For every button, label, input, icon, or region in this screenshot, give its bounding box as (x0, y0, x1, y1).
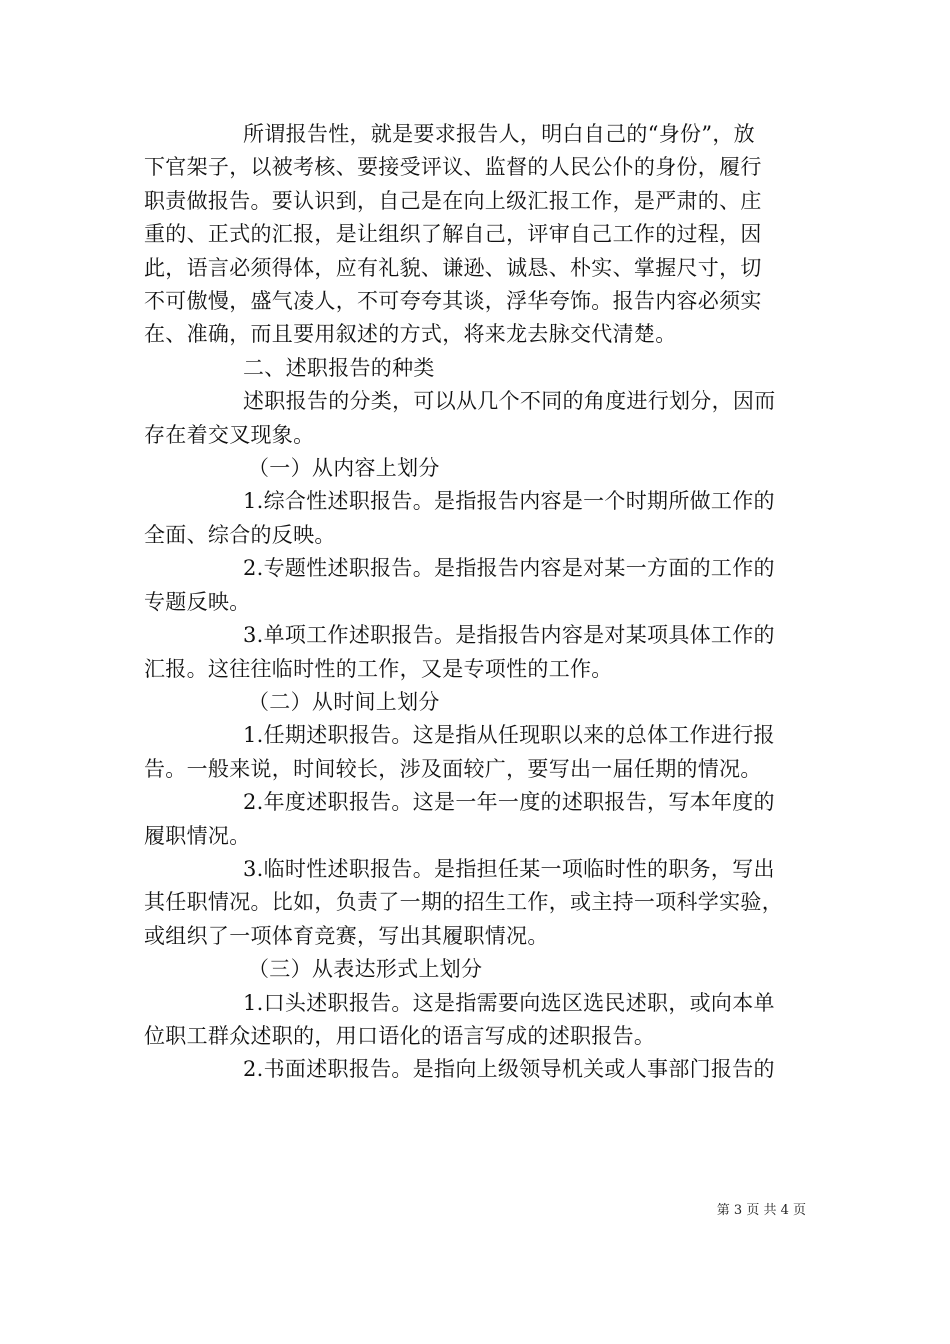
text-line: 2.年度述职报告。这是一年一度的述职报告，写本年度的 (243, 790, 775, 815)
document-body (144, 118, 808, 1087)
text-line: 位职工群众述职的，用口语化的语言写成的述职报告。 (144, 1023, 656, 1048)
text-line: 其任职情况。比如，负责了一期的招生工作，或主持一项科学实验， (144, 890, 783, 915)
text-line: 下官架子，以被考核、要接受评议、监督的人民公仆的身份，履行 (144, 155, 762, 180)
page-number-footer: 第 3 页 共 4 页 (716, 1203, 806, 1218)
text-line: 汇报。这往往临时性的工作，又是专项性的工作。 (144, 656, 613, 681)
text-line: （二）从时间上划分 (248, 689, 440, 714)
text-line: 1.任期述职报告。这是指从任现职以来的总体工作进行报 (243, 723, 775, 748)
text-line: 专题反映。 (144, 589, 251, 614)
text-line: 3.临时性述职报告。是指担任某一项临时性的职务，写出 (243, 856, 775, 881)
text-line: 告。一般来说，时间较长，涉及面较广，要写出一届任期的情况。 (144, 756, 762, 781)
text-line: 此，语言必须得体，应有礼貌、谦逊、诚恳、朴实、掌握尺寸，切 (144, 255, 762, 280)
text-line: 履职情况。 (144, 823, 251, 848)
text-line: （一）从内容上划分 (248, 456, 440, 481)
text-line: 职责做报告。要认识到，自己是在向上级汇报工作，是严肃的、庄 (144, 188, 762, 213)
text-line: 不可傲慢，盛气凌人，不可夸夸其谈，浮华夸饰。报告内容必须实 (144, 289, 762, 314)
text-line: （三）从表达形式上划分 (248, 957, 483, 982)
text-line: 存在着交叉现象。 (144, 422, 315, 447)
text-line: 3.单项工作述职报告。是指报告内容是对某项具体工作的 (243, 623, 775, 648)
text-line: 在、准确，而且要用叙述的方式，将来龙去脉交代清楚。 (144, 322, 677, 347)
text-line: 1.综合性述职报告。是指报告内容是一个时期所做工作的 (243, 489, 775, 514)
text-line: 2.书面述职报告。是指向上级领导机关或人事部门报告的 (243, 1057, 775, 1082)
text-line: 述职报告的分类，可以从几个不同的角度进行划分，因而 (243, 389, 776, 414)
text-line: 1.口头述职报告。这是指需要向选区选民述职，或向本单 (243, 990, 775, 1015)
text-line: 或组织了一项体育竞赛，写出其履职情况。 (144, 923, 549, 948)
text-line: 全面、综合的反映。 (144, 522, 336, 547)
text-line: 二、述职报告的种类 (243, 355, 435, 380)
text-line: 重的、正式的汇报，是让组织了解自己，评审自己工作的过程，因 (144, 222, 762, 247)
text-line: 所谓报告性，就是要求报告人，明白自己的“身份”，放 (243, 122, 755, 146)
text-line: 2.专题性述职报告。是指报告内容是对某一方面的工作的 (243, 556, 775, 581)
